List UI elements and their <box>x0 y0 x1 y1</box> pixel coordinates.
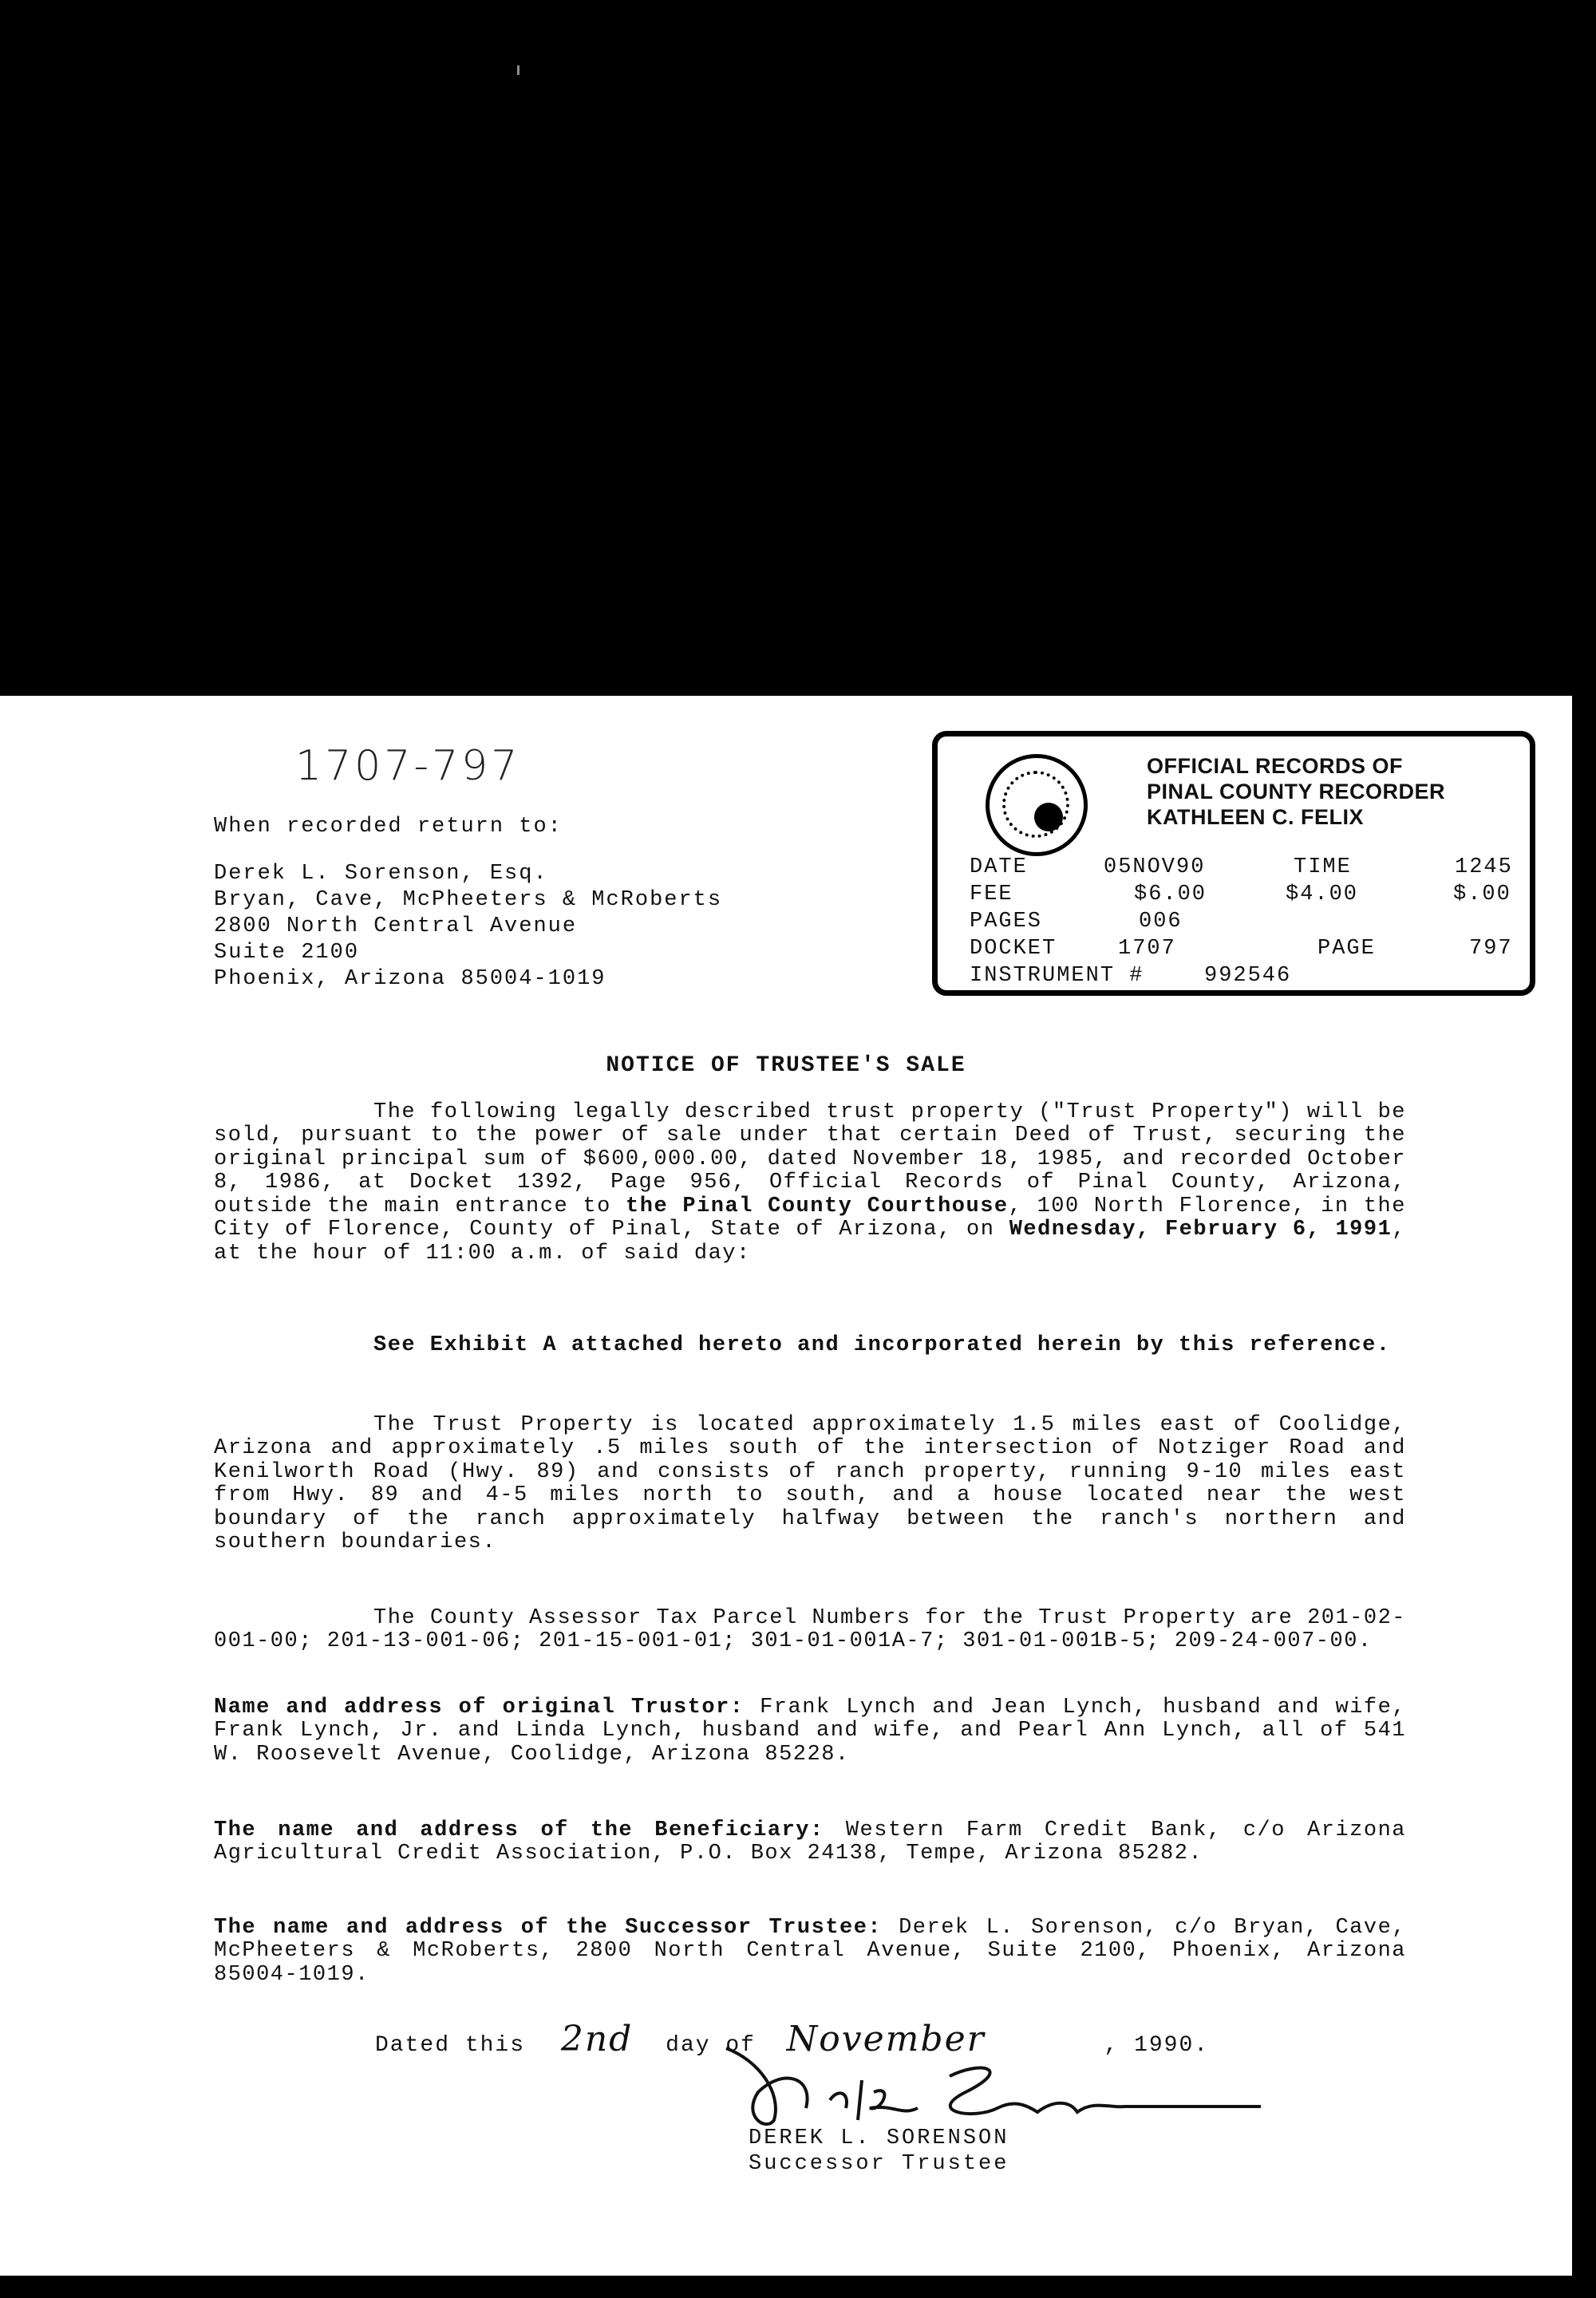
time-label: TIME <box>1294 855 1352 879</box>
paragraph-beneficiary: The name and address of the Beneficiary: Western Farm Credit Bank, c/o Arizona Agricultural Credit Association, P.O. Box 24138, Tempe, Arizona 85282. <box>214 1818 1406 1866</box>
stamp-title: OFFICIAL RECORDS OF PINAL COUNTY RECORDER KATHLEEN C. FELIX <box>1147 754 1446 829</box>
return-line: 2800 North Central Avenue <box>214 914 578 938</box>
return-heading: When recorded return to: <box>214 815 563 839</box>
scanned-page <box>0 696 1572 2276</box>
date-label: DATE <box>970 855 1028 879</box>
date-value: 05NOV90 <box>1104 855 1206 879</box>
docket-label: DOCKET <box>970 937 1057 961</box>
notice-title: NOTICE OF TRUSTEE'S SALE <box>606 1053 966 1078</box>
return-address-block <box>214 814 722 993</box>
dated-month: November <box>786 2019 986 2059</box>
fee-value: $4.00 <box>1286 882 1359 906</box>
paragraph-parcels: The County Assessor Tax Parcel Numbers for the Trust Property are 201-02-001-00; 201-13-001-06; 201-15-001-01; 301-01-001A-7; 301-01-001B-5; 209-24-007-00. <box>214 1606 1406 1654</box>
paragraph-exhibit: See Exhibit A attached hereto and incorporated herein by this reference. <box>373 1333 1391 1357</box>
dated-prefix: Dated this <box>375 2033 526 2058</box>
instrument-label: INSTRUMENT # <box>970 964 1144 988</box>
fee-value: $6.00 <box>1134 882 1207 906</box>
paragraph-sale-terms: The following legally described trust property ("Trust Property") will be sold, pursuant to the power of sale under that certain Deed of Trust, securing the original principal sum of $600,000.00, dated November 18, 1985, and recorded October 8, 1986, at Docket 1392, Page 956, Official Records of Pinal County, Arizona, outside the main entrance to the Pinal County Courthouse, 100 North Florence, in the City of Florence, County of Pinal, State of Arizona, on Wednesday, February 6, 1991, at the hour of 11:00 a.m. of said day: <box>214 1100 1406 1265</box>
paragraph-trustor: Name and address of original Trustor: Frank Lynch and Jean Lynch, husband and wife, Frank Lynch, Jr. and Linda Lynch, husband and wife, and Pearl Ann Lynch, all of 541 W. Roosevelt Avenue, Coolidge, Arizona 85228. <box>214 1696 1407 1767</box>
return-line: Suite 2100 <box>214 940 360 965</box>
scan-speck <box>517 65 519 75</box>
fee-label: FEE <box>970 882 1013 906</box>
recorder-stamp <box>932 731 1535 996</box>
signer-name: DEREK L. SORENSON <box>749 2126 1009 2150</box>
instrument-value: 992546 <box>1204 964 1292 988</box>
dated-middle: day of <box>666 2033 756 2058</box>
dated-year: , 1990. <box>1104 2033 1210 2058</box>
paragraph-successor-trustee: The name and address of the Successor Trustee: Derek L. Sorenson, c/o Bryan, Cave, McPheeters & McRoberts, 2800 North Central Avenue, Suite 2100, Phoenix, Arizona 85004-1019. <box>214 1916 1406 1987</box>
return-line: Phoenix, Arizona 85004-1019 <box>214 966 606 991</box>
return-line: Derek L. Sorenson, Esq. <box>214 861 548 886</box>
fee-value: $.00 <box>1453 882 1511 906</box>
stamp-fields <box>970 855 1512 990</box>
page-label: PAGE <box>1317 937 1376 961</box>
page-value: 797 <box>1469 937 1513 961</box>
pages-label: PAGES <box>970 910 1043 934</box>
county-seal-icon <box>986 754 1088 856</box>
dated-day: 2nd <box>560 2019 634 2059</box>
docket-value: 1707 <box>1118 937 1176 961</box>
signature-mark <box>710 2044 1269 2132</box>
pages-value: 006 <box>1139 910 1183 934</box>
signer-role: Successor Trustee <box>749 2152 1009 2177</box>
return-line: Bryan, Cave, McPheeters & McRoberts <box>214 887 723 912</box>
signer-block <box>749 2126 1009 2178</box>
scan-border <box>0 2276 1596 2298</box>
paragraph-location: The Trust Property is located approximately 1.5 miles east of Coolidge, Arizona and approximately .5 miles south of the intersection of Notziger Road and Kenilworth Road (Hwy. 89) and consists of ranch property, running 9-10 miles east from Hwy. 89 and 4-5 miles north to south, and a house located near the west boundary of the ranch approximately halfway between the ranch's northern and southern boundaries. <box>214 1413 1406 1555</box>
time-value: 1245 <box>1455 855 1513 879</box>
handwritten-docket-number: 1707-797 <box>295 742 521 790</box>
